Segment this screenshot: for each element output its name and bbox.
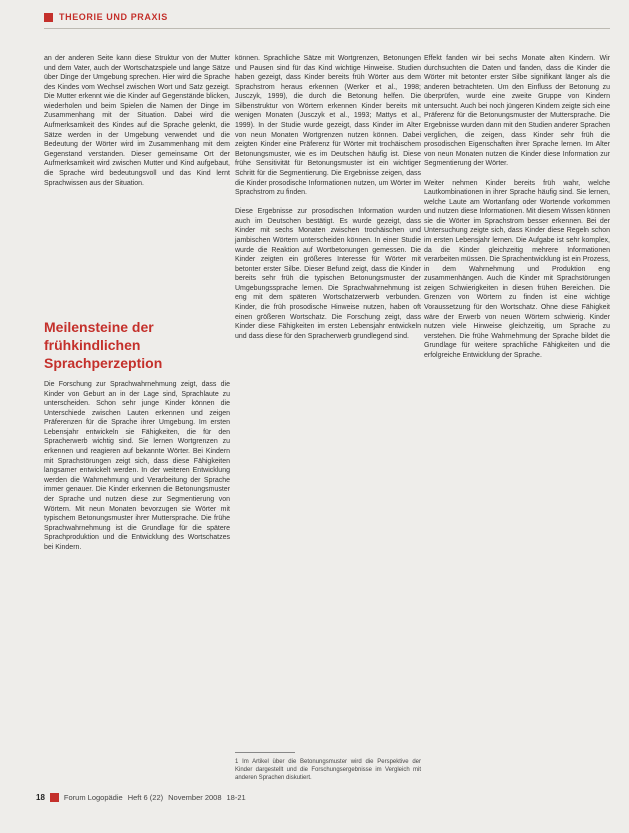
column-right bbox=[424, 54, 610, 361]
section-heading bbox=[44, 318, 230, 372]
page-footer bbox=[36, 793, 246, 802]
page-header bbox=[44, 12, 168, 22]
column-middle bbox=[235, 54, 421, 341]
section-title: THEORIE UND PRAXIS bbox=[59, 12, 168, 22]
header-rule bbox=[44, 28, 610, 29]
heading-line-1: Meilensteine der bbox=[44, 319, 154, 335]
right-paragraph: Effekt fanden wir bei sechs Monate alten Kindern. Wir durchsuchten die Daten und fanden, dass die Kinder die Wörter mit betonter erster Silbe signifikant länger als die anderen betrachteten. Um den Einfluss der Betonung zu überprüfen, wurde eine zweite Gruppe von Kindern untersucht. Auch bei noch jüngeren Kindern zeigte sich eine Präferenz für die Betonungsmuster der Muttersprache. Die Ergebnisse wurden dann mit den Studien anderer Sprachen verglichen, die zeigen, dass Kinder sehr früh die prosodischen Eigenschaften ihrer Sprache lernen. Im Alter von neun Monaten nutzen die Kinder diese Information zur Segmentierung der Wörter. Weiter nehmen Kinder bereits früh wahr, welche Lautkombinationen in ihrer Sprache häufig sind. Sie lernen, welche Laute am Wortanfang oder Wortende vorkommen und nutzen diese Informationen. Mit diesem Wissen können sie die Wörter im Sprachstrom besser erkennen. Bei der Untersuchung zeigte sich, dass Kinder diese Regeln schon im ersten Lebensjahr lernen. Die Aufgabe ist sehr komplex, da die Kinder gleichzeitig mehrere Informationen verarbeiten müssen. Die Sprachentwicklung ist ein Prozess, in dem Wahrnehmung und Produktion eng zusammenhängen. Auch die Kinder mit Sprachstörungen zeigen Schwierigkeiten in diesen frühen Bereichen. Die Grenzen von Wörtern zu finden ist eine wichtige Voraussetzung für den Wortschatz. Ohne diese Fähigkeit wäre der Erwerb von neuen Wörtern schwierig. Kinder nutzen viele Hinweise gleichzeitig, um Sprache zu verstehen. Die frühe Wahrnehmung der Sprache bildet die Grundlage für weitere sprachliche Fähigkeiten und die erfolgreiche Entwicklung der Sprache. bbox=[424, 55, 611, 359]
journal-pages: 18-21 bbox=[226, 793, 246, 802]
page-number: 18 bbox=[36, 793, 45, 802]
heading-line-2: frühkindlichen bbox=[44, 337, 141, 353]
left-top-paragraph: an der anderen Seite kann diese Struktur von der Mutter und dem Vater, auch der Wortschatzspiele und lange Sätze über Dinge der Umgebung sprechen. Hier wird die Sprache des Kindes vom Wechsel zwischen Wort und Satz gezeigt. Die Mutter erkennt wie die Kinder auf Gegenstände blicken, wiederholen und beim Spielen die Namen der Dinge im Zusammenhang mit der Situation. Dabei wird die Aufmerksamkeit des Kindes auf die Sprache gelenkt, die Sätze werden in der Umgebung verwendet und die Bedeutung der Wörter wird im Zusammenhang mit dem Gegenstand verstanden. Dieser gemeinsame Ort der Aufmerksamkeit wird zwischen Mutter und Kind aufgebaut, die Sprache wird bedeutungsvoll und das Kind lernt Sprachwissen aus der Situation. bbox=[44, 55, 230, 187]
footer-square-icon bbox=[50, 793, 59, 802]
footnote: 1 Im Artikel über die Betonungsmuster wird die Perspektive der Kinder dargestellt und die Forschungsergebnisse im Vergleich mit anderen Sprachen diskutiert. bbox=[235, 759, 421, 781]
column-left bbox=[44, 54, 230, 188]
journal-date: November 2008 bbox=[168, 793, 222, 802]
journal-name: Forum Logopädie bbox=[63, 793, 123, 802]
heading-line-3: Sprachperzeption bbox=[44, 355, 163, 371]
left-bottom-paragraph: Die Forschung zur Sprachwahrnehmung zeigt, dass die Kinder von Geburt an in der Lage sind, Sprachlaute zu unterscheiden. Schon sehr junge Kinder können die Unterschiede zwischen Lauten erkennen und zeigen Präferenzen für die Sprache ihrer Umgebung. Im ersten Lebensjahr entwickeln sie Fähigkeiten, die für den Spracherwerb wichtig sind. Sie lernen Wortgrenzen zu erkennen und reagieren auf bekannte Wörter. Bei Kindern mit Sprachstörungen zeigt sich, dass diese Fähigkeiten langsamer entwickelt werden. In der weiteren Entwicklung werden die Wahrnehmung und Verarbeitung der Sprache immer genauer. Die Kinder erkennen die Betonungsmuster der Sprache und nutzen diese zur Segmentierung von Wörtern. Mit neun Monaten bevorzugen sie Wörter mit typischem Betonungsmuster ihrer Muttersprache. Die frühe Sprachwahrnehmung ist die Grundlage für die spätere Sprachproduktion und die Entwicklung des Wortschatzes bei Kindern. bbox=[44, 381, 230, 551]
footnote-rule bbox=[235, 752, 295, 753]
header-square-icon bbox=[44, 13, 53, 22]
column-left-bottom bbox=[44, 380, 230, 552]
journal-issue: Heft 6 (22) bbox=[127, 793, 164, 802]
middle-paragraph: können. Sprachliche Sätze mit Wortgrenzen, Betonungen und Pausen sind für das Kind wichtige Hinweise. Studien haben gezeigt, dass Kinder bereits früh Wörter aus dem Sprachstrom heraus erkennen (Werker et al., 1998; Jusczyk, 1999), die durch die Betonung helfen. Die Silbenstruktur von Wörtern erkennen Kinder bereits mit wenigen Monaten (Jusczyk et al., 1993; Mattys et al., 1999). In der Studie wurde gezeigt, dass Kinder im Alter von neun Monaten Wortgrenzen nutzen können. Dabei zeigten Kinder eine Präferenz für Wörter mit trochäischem Betonungsmuster, wie es im Deutschen häufig ist. Diese frühe Sensitivität für Betonungsmuster ist ein wichtiger Schritt für die Segmentierung. Die Ergebnisse zeigen, dass die Kinder prosodische Informationen nutzen, um Wörter im Sprachstrom zu finden. Diese Ergebnisse zur prosodischen Information wurden auch im Deutschen bestätigt. Es wurde gezeigt, dass Kinder mit sechs Monaten zwischen trochäischen und jambischen Wörtern unterscheiden können. In einer Studie wurde die Reaktion auf Wortbetonungen gemessen. Die Kinder zeigten ein größeres Interesse für Wörter mit betonter erster Silbe. Dieser Befund zeigt, dass die Kinder bereits sehr früh die typischen Betonungsmuster der Umgebungssprache lernen. Die Sprachwahrnehmung ist eng mit dem späteren Wortschatzerwerb verbunden. Kinder, die früh prosodische Hinweise nutzen, haben oft einen größeren Wortschatz. Die Forschung zeigt, dass Kinder diese Fähigkeiten im ersten Lebensjahr entwickeln und dass diese für den Spracherwerb grundlegend sind. bbox=[235, 55, 421, 340]
